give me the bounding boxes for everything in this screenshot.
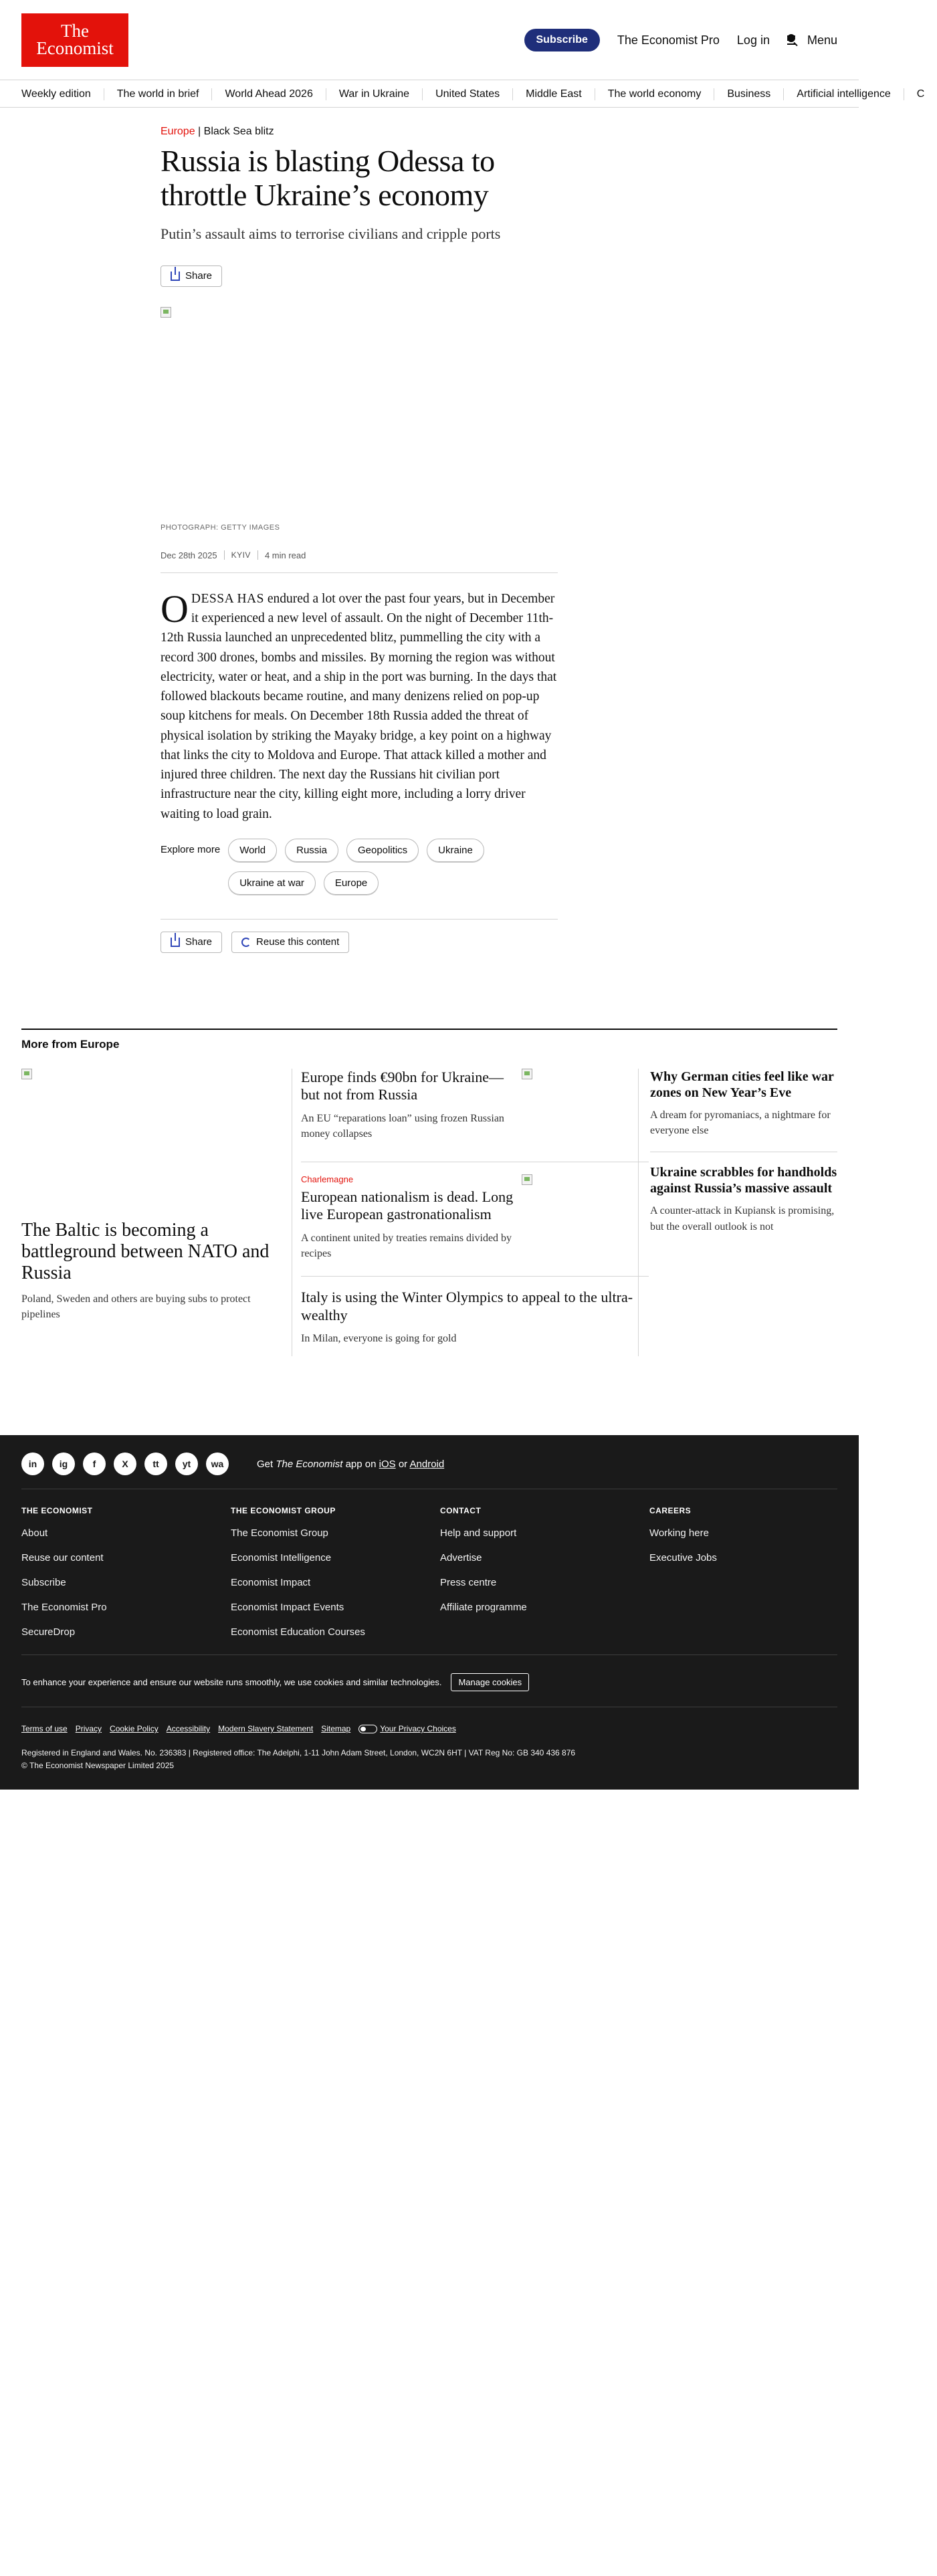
legal-link[interactable]: Modern Slavery Statement [218, 1724, 314, 1734]
story-desc: A continent united by treaties remains divided by recipes [301, 1232, 512, 1259]
broken-image-icon [161, 307, 171, 318]
story-desc: A dream for pyromaniacs, a nightmare for everyone else [650, 1109, 831, 1137]
economist-logo[interactable] [21, 13, 128, 67]
article-body [161, 586, 558, 824]
footer-link[interactable]: The Economist Pro [21, 1602, 107, 1613]
registration-info [21, 1747, 575, 1772]
legal-link[interactable]: Sitemap [321, 1724, 351, 1734]
ios-link[interactable]: iOS [379, 1458, 396, 1470]
privacy-choices-label: Your Privacy Choices [380, 1724, 456, 1733]
middle-stories [301, 1069, 649, 1373]
privacy-choices-link[interactable] [358, 1724, 456, 1733]
android-link[interactable]: Android [409, 1458, 445, 1470]
story-title: Why German cities feel like war zones on New Year’s Eve [650, 1069, 834, 1100]
story-item[interactable] [650, 1164, 837, 1247]
section-link[interactable]: Europe [161, 126, 195, 137]
legal-link[interactable]: Accessibility [166, 1724, 211, 1734]
topic-chip[interactable]: World [228, 839, 277, 862]
nav-item[interactable]: The world economy [608, 88, 715, 100]
footer-col-contact [440, 1506, 641, 1626]
broken-image-icon [522, 1174, 532, 1185]
logo-line-2: Economist [36, 38, 114, 58]
main-story[interactable] [21, 1069, 282, 1322]
topic-chips [228, 839, 542, 895]
footer-link[interactable]: Working here [649, 1527, 709, 1539]
more-from-europe [21, 1029, 837, 1344]
footer-col-head: CONTACT [440, 1506, 482, 1515]
linkedin-icon[interactable]: in [21, 1453, 44, 1475]
instagram-icon[interactable]: ig [52, 1453, 75, 1475]
main-story-title: The Baltic is becoming a battleground between NATO and Russia [21, 1220, 270, 1284]
legal-link[interactable]: Terms of use [21, 1724, 68, 1734]
nav-item[interactable]: Business [727, 88, 784, 100]
share-icon [171, 938, 180, 947]
site-footer [0, 1435, 859, 1790]
explore-more [161, 839, 558, 895]
share-button[interactable] [161, 265, 222, 287]
footer-link[interactable]: Economist Impact Events [231, 1602, 344, 1613]
topic-chip[interactable]: Europe [324, 871, 379, 895]
footer-link[interactable]: Reuse our content [21, 1552, 104, 1564]
nav-item[interactable]: The world in brief [117, 88, 213, 100]
series-label: Black Sea blitz [203, 126, 274, 137]
share-row [161, 919, 558, 953]
footer-link[interactable]: SecureDrop [21, 1626, 76, 1638]
app-prefix: Get [257, 1458, 274, 1470]
story-title: Ukraine scrabbles for handholds against Russia’s massive assault [650, 1165, 837, 1196]
footer-link[interactable]: Economist Education Courses [231, 1626, 365, 1638]
read-time: 4 min read [264, 550, 306, 560]
footer-col-head: THE ECONOMIST GROUP [231, 1506, 336, 1515]
footer-link[interactable]: Help and support [440, 1527, 517, 1539]
article-headline: Russia is blasting Odessa to throttle Ukraine’s economy [161, 144, 495, 212]
story-desc: A counter-attack in Kupiansk is promising, but the overall outlook is not [650, 1205, 835, 1232]
app-middle: app on [345, 1458, 377, 1470]
footer-divider [21, 1654, 837, 1655]
reuse-label: Reuse this content [256, 936, 340, 948]
footer-link[interactable]: Executive Jobs [649, 1552, 717, 1564]
story-item[interactable] [301, 1174, 649, 1277]
x-icon[interactable]: X [114, 1453, 136, 1475]
story-desc: In Milan, everyone is going for gold [301, 1332, 457, 1344]
topic-chip[interactable]: Geopolitics [346, 839, 419, 862]
nav-item[interactable]: World Ahead 2026 [225, 88, 326, 100]
footer-link[interactable]: Advertise [440, 1552, 482, 1564]
broken-image-icon [21, 1069, 32, 1079]
header-actions [524, 28, 838, 52]
article-date: Dec 28th 2025 [161, 550, 217, 560]
broken-image-icon [522, 1069, 532, 1079]
topic-chip[interactable]: Ukraine at war [228, 871, 316, 895]
nav-item[interactable]: United States [435, 88, 513, 100]
right-stories [650, 1069, 837, 1260]
footer-link[interactable]: Affiliate programme [440, 1602, 527, 1613]
footer-col-careers [649, 1506, 850, 1577]
social-links [21, 1453, 444, 1475]
article-kicker: Europe | Black Sea blitz [161, 126, 274, 137]
footer-col-head: THE ECONOMIST [21, 1506, 93, 1515]
reuse-content-button[interactable] [231, 932, 349, 953]
logo-line-1: The [61, 21, 89, 41]
share-icon [171, 272, 180, 281]
youtube-icon[interactable]: yt [175, 1453, 198, 1475]
article [161, 120, 558, 953]
nav-item[interactable]: War in Ukraine [339, 88, 423, 100]
share-label: Share [185, 936, 213, 948]
footer-link[interactable]: Subscribe [21, 1577, 66, 1588]
section-nav [0, 81, 925, 108]
dropcap: O [161, 586, 189, 631]
copyright-text: © The Economist Newspaper Limited 2025 [21, 1761, 175, 1771]
article-subhead: Putin’s assault aims to terrorise civilians and cripple ports [161, 225, 501, 243]
story-title: Italy is using the Winter Olympics to appeal to the ultra-wealthy [301, 1289, 633, 1323]
topic-chip[interactable]: Ukraine [427, 839, 484, 862]
story-title: European nationalism is dead. Long live European gastronationalism [301, 1188, 514, 1223]
nav-item[interactable]: Artificial intelligence [797, 88, 904, 100]
privacy-toggle-icon [358, 1725, 377, 1733]
more-grid [21, 1069, 837, 1363]
footer-link[interactable]: About [21, 1527, 48, 1539]
cookie-notice [21, 1673, 529, 1691]
share-button-bottom[interactable] [161, 932, 222, 953]
footer-col-head: CAREERS [649, 1506, 692, 1515]
topic-chip[interactable]: Russia [285, 839, 338, 862]
story-desc: An EU “reparations loan” using frozen Russian money collapses [301, 1112, 504, 1140]
whatsapp-icon[interactable]: wa [206, 1453, 229, 1475]
menu-search-icon [787, 34, 802, 46]
story-item[interactable] [301, 1289, 649, 1361]
footer-link[interactable]: Economist Impact [231, 1577, 311, 1588]
footer-col-economist [21, 1506, 222, 1651]
site-header [0, 0, 859, 80]
nav-item[interactable]: Weekly edition [21, 88, 104, 100]
menu-label: Menu [807, 33, 837, 47]
column-divider [638, 1069, 639, 1356]
tiktok-icon[interactable]: tt [144, 1453, 167, 1475]
footer-col-group [231, 1506, 431, 1651]
story-item[interactable] [301, 1069, 649, 1162]
body-paragraph: endured a lot over the past four years, but in December it experienced a new level of assault. On the night of December 11th-12th Russia launched an unprecedented blitz, pummelling the city with a record 300 drones, bombs and missiles. By morning the region was without electricity, water or heat, and a ship in the port was burning. In the days that followed blackouts became routine, and many denizens relied on pop-up soup kitchens for meals. On December 18th Russia added the threat of physical isolation by striking the Mayaky bridge, a key point on a highway that links the city to Moldova and Europe. That attack killed a mother and injured three children. The next day the Russians hit civilian port infrastructure near the city, killing eight more, including a lorry driver waiting to load grain. [161, 591, 557, 821]
dateline [161, 550, 558, 573]
explore-label: Explore more [161, 843, 221, 855]
app-or: or [398, 1458, 408, 1470]
footer-link[interactable]: The Economist Group [231, 1527, 328, 1539]
reuse-icon [241, 938, 251, 947]
article-location: KYIV [231, 550, 251, 560]
hero-image [161, 307, 558, 521]
footer-link[interactable]: Press centre [440, 1577, 497, 1588]
more-title: More from Europe [21, 1038, 120, 1051]
legal-link[interactable]: Cookie Policy [110, 1724, 159, 1734]
main-story-desc: Poland, Sweden and others are buying subs to protect pipelines [21, 1293, 251, 1320]
legal-links [21, 1724, 456, 1733]
subscribe-button[interactable]: Subscribe [524, 29, 600, 51]
cookie-text: To enhance your experience and ensure our website runs smoothly, we use cookies and similar technologies. [21, 1677, 442, 1687]
photo-credit: PHOTOGRAPH: GETTY IMAGES [161, 523, 280, 532]
share-label: Share [185, 270, 213, 282]
nav-item[interactable]: Middle East [526, 88, 595, 100]
manage-cookies-button[interactable]: Manage cookies [451, 1673, 529, 1691]
story-kicker: Charlemagne [301, 1174, 354, 1184]
login-link[interactable]: Log in [736, 33, 770, 47]
story-item[interactable] [650, 1069, 837, 1152]
pro-link[interactable]: The Economist Pro [617, 33, 720, 47]
app-brand: The Economist [276, 1458, 343, 1470]
footer-link[interactable]: Economist Intelligence [231, 1552, 332, 1564]
app-promo [257, 1459, 444, 1470]
legal-link[interactable]: Privacy [75, 1724, 102, 1734]
nav-item[interactable]: C [916, 88, 925, 100]
registration-text: Registered in England and Wales. No. 236383 | Registered office: The Adelphi, 1-11 John Adam Street, London, WC2N 6HT | VAT Reg No: GB 340 436 876 [21, 1748, 576, 1757]
menu-button[interactable] [787, 33, 837, 47]
lead-caps: DESSA HAS [191, 591, 264, 606]
story-title: Europe finds €90bn for Ukraine—but not from Russia [301, 1069, 504, 1103]
facebook-icon[interactable]: f [83, 1453, 106, 1475]
